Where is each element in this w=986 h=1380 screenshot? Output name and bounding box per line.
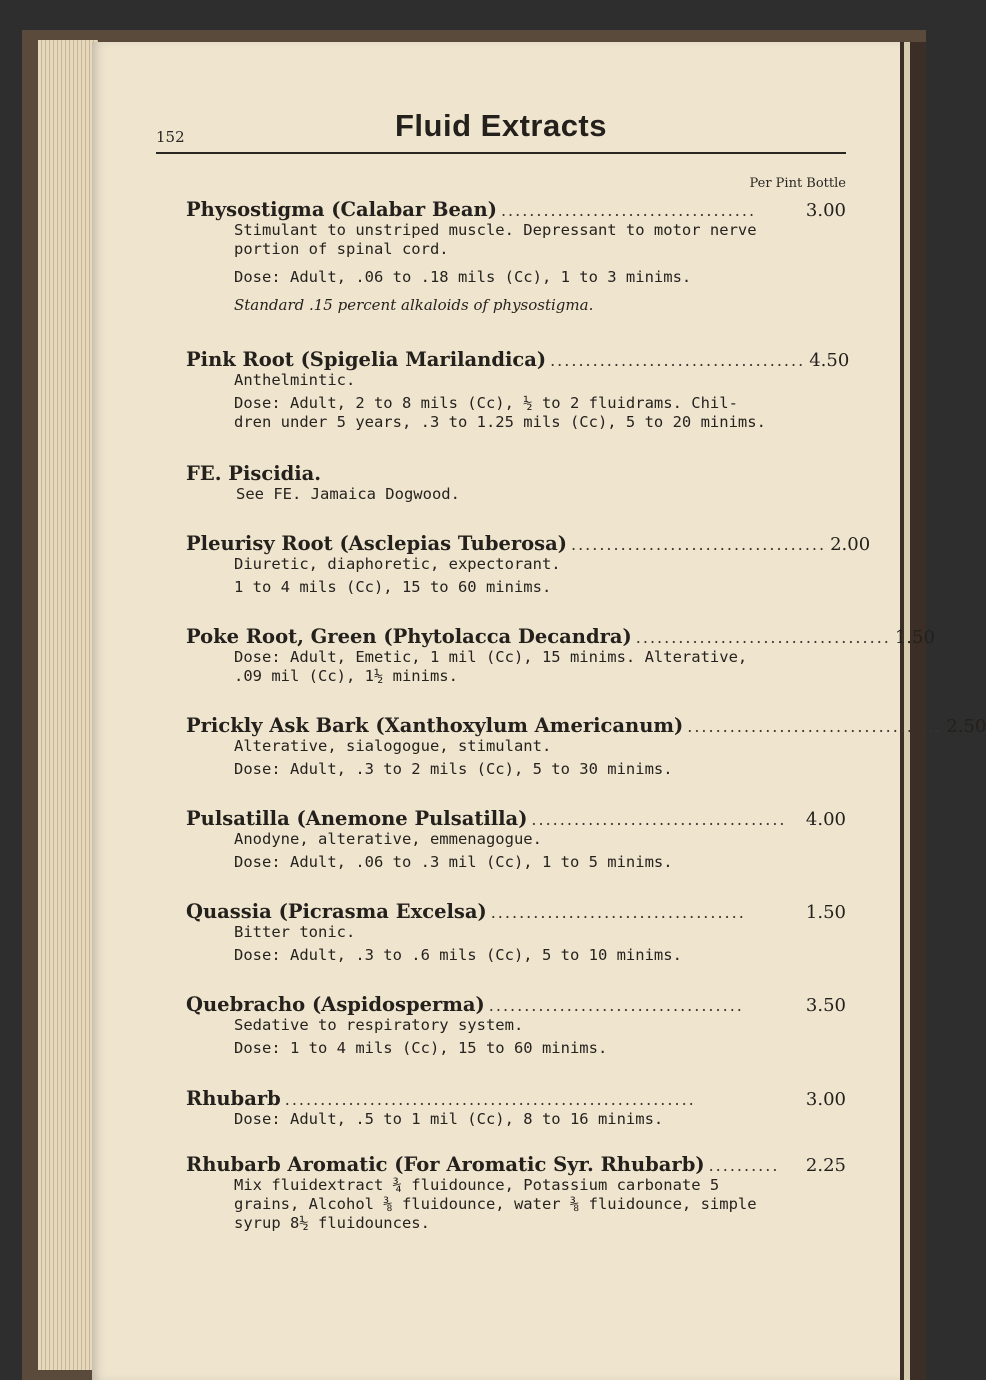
entry-text: .09 mil (Cc), 1½ minims. [234,667,458,685]
entry-rhubarb: Rhubarb .......................................................... 3.00 Dose: Adult, .5 to 1 mil (Cc), 8 to 16 minims. [186,1087,846,1128]
entry-name: Physostigma (Calabar Bean) [186,198,497,221]
entry-text: Mix fluidextract ¾ fluidounce, Potassium carbonate 5 [234,1176,720,1194]
entry-name: Rhubarb Aromatic (For Aromatic Syr. Rhubarb) [186,1153,705,1176]
entry-text: Dose: Adult, .3 to .6 mils (Cc), 5 to 10 minims. [234,946,682,964]
right-page-edge [900,42,926,1380]
entry-physostigma: Physostigma (Calabar Bean) .................................... 3.00 Stimulant to unstriped muscle. Depressant to motor nerve portion of spinal cord. Dose: Adult, .06 to .18 mils (Cc), 1 to 3 minims. Standard .15 percent alkaloids of physostigma. [186,198,846,314]
page-title: Fluid Extracts [395,108,607,143]
entry-quassia: Quassia (Picrasma Excelsa) .................................... 1.50 Bitter tonic. Dose: Adult, .3 to .6 mils (Cc), 5 to 10 minims. [186,900,846,964]
entry-rhubarb-aromatic: Rhubarb Aromatic (For Aromatic Syr. Rhubarb) .......... 2.25 Mix fluidextract ¾ fluidounce, Potassium carbonate 5 grains, Alcohol ⅜ fluidounce, water ⅜ fluidounce, simple syrup 8½ fluidounces. [186,1153,846,1232]
entry-text: portion of spinal cord. [234,240,449,258]
entry-prickly-ash: Prickly Ask Bark (Xanthoxylum Americanum) .................................... 2.50 Alterative, sialogogue, stimulant. Dose: Adult, .3 to 2 mils (Cc), 5 to 30 minims. [186,714,986,778]
entry-name: Rhubarb [186,1087,281,1110]
entry-pink-root: Pink Root (Spigelia Marilandica) .................................... 4.50 Anthelmintic. Dose: Adult, 2 to 8 mils (Cc), ½ to 2 fluidrams. Chil- dren under 5 years, .3 to 1.25 mils (Cc), 5 to 20 minims. [186,348,850,431]
entry-name: Poke Root, Green (Phytolacca Decandra) [186,625,632,648]
entry-text: Anodyne, alterative, emmenagogue. [234,830,542,848]
entry-name: Pink Root (Spigelia Marilandica) [186,348,547,371]
entry-text: Stimulant to unstriped muscle. Depressant to motor nerve [234,221,757,239]
price-column-header: Per Pint Bottle [749,176,846,191]
entry-pleurisy-root: Pleurisy Root (Asclepias Tuberosa) .................................... 2.00 Diuretic, diaphoretic, expectorant. 1 to 4 mils (Cc), 15 to 60 minims. [186,532,871,596]
entry-text: Alterative, sialogogue, stimulant. [234,737,552,755]
entry-text: 1 to 4 mils (Cc), 15 to 60 minims. [234,578,552,596]
entry-name: Quassia (Picrasma Excelsa) [186,900,487,923]
entry-name: FE. Piscidia. [186,462,322,485]
entry-price: 3.00 [805,200,846,221]
entry-text: Dose: Adult, 2 to 8 mils (Cc), ½ to 2 fluidrams. Chil- [234,394,738,412]
entry-name: Pleurisy Root (Asclepias Tuberosa) [186,532,567,555]
entry-price: 2.50 [946,716,986,737]
entry-text: Dose: Adult, .3 to 2 mils (Cc), 5 to 30 minims. [234,760,673,778]
page-number: 152 [156,128,185,146]
entry-text: syrup 8½ fluidounces. [234,1214,430,1232]
entry-note: Standard .15 percent alkaloids of physostigma. [234,296,594,314]
entry-price: 3.50 [805,995,846,1016]
entry-poke-root: Poke Root, Green (Phytolacca Decandra) .................................... 1.50 Dose: Adult, Emetic, 1 mil (Cc), 15 minims. Alterative, .09 mil (Cc), 1½ minims. [186,625,935,685]
entry-price: 4.50 [809,350,850,371]
entry-text: Bitter tonic. [234,923,356,941]
entry-text: Dose: Adult, .06 to .3 mil (Cc), 1 to 5 minims. [234,853,673,871]
entry-text: Dose: Adult, .5 to 1 mil (Cc), 8 to 16 minims. [234,1110,664,1128]
entry-price: 4.00 [805,809,846,830]
entry-name: Quebracho (Aspidosperma) [186,993,485,1016]
entry-pulsatilla: Pulsatilla (Anemone Pulsatilla) .................................... 4.00 Anodyne, alterative, emmenagogue. Dose: Adult, .06 to .3 mil (Cc), 1 to 5 minims. [186,807,846,871]
entry-text: Sedative to respiratory system. [234,1016,524,1034]
page-edges [38,40,98,1370]
entry-price: 1.50 [805,902,846,923]
entry-text: Anthelmintic. [234,371,356,389]
entry-price: 3.00 [805,1089,846,1110]
entry-dose: Dose: Adult, .06 to .18 mils (Cc), 1 to 3 minims. [234,268,692,286]
entry-text: dren under 5 years, .3 to 1.25 mils (Cc), 5 to 20 minims. [234,413,766,431]
entry-text: Dose: Adult, Emetic, 1 mil (Cc), 15 minims. Alterative, [234,648,748,666]
entry-price: 2.00 [830,534,871,555]
entry-quebracho: Quebracho (Aspidosperma) .................................... 3.50 Sedative to respiratory system. Dose: 1 to 4 mils (Cc), 15 to 60 minims. [186,993,846,1057]
entry-price: 1.50 [894,627,935,648]
page-header [156,104,846,154]
entry-text: See FE. Jamaica Dogwood. [236,485,460,503]
entry-text: Diuretic, diaphoretic, expectorant. [234,555,561,573]
entry-text: Dose: 1 to 4 mils (Cc), 15 to 60 minims. [234,1039,608,1057]
entry-name: Prickly Ask Bark (Xanthoxylum Americanum) [186,714,684,737]
entry-piscidia [186,462,846,504]
entry-name: Pulsatilla (Anemone Pulsatilla) [186,807,528,830]
entry-text: grains, Alcohol ⅜ fluidounce, water ⅜ fluidounce, simple [234,1195,757,1213]
entry-price: 2.25 [805,1155,846,1176]
